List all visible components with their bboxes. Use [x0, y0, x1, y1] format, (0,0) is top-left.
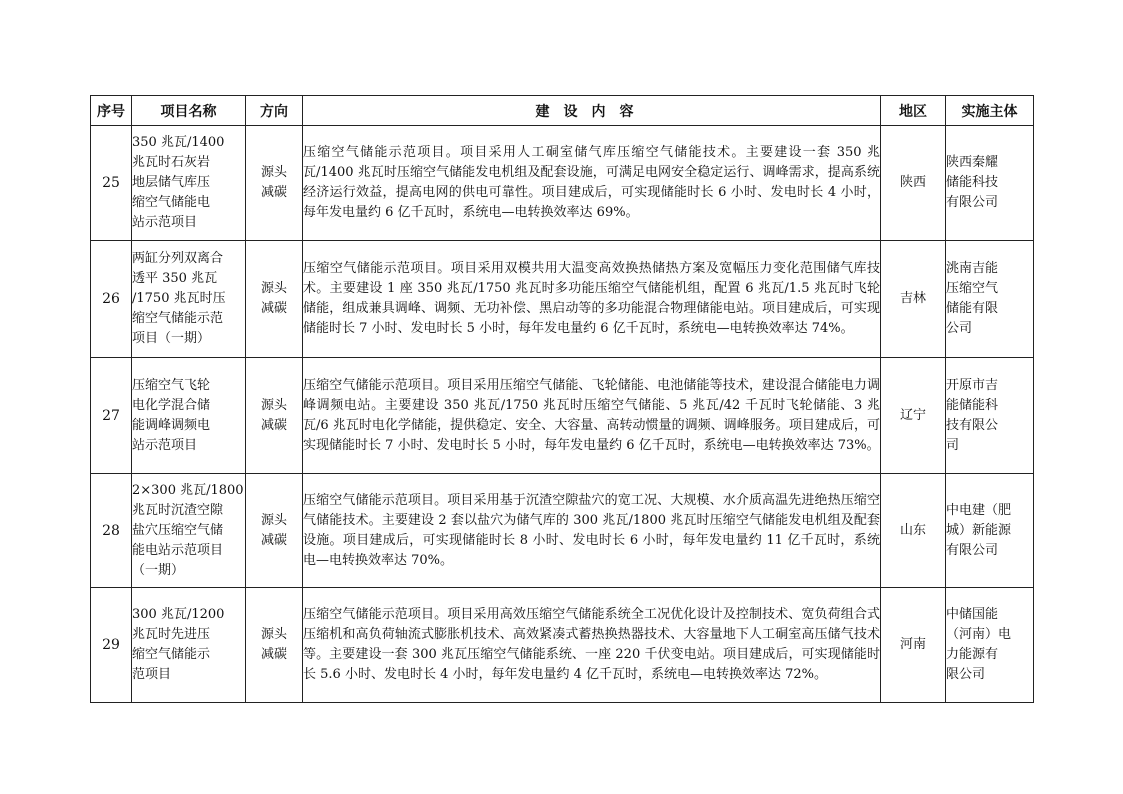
- table-row: [91, 126, 1034, 241]
- content-cell: [303, 358, 881, 474]
- header-entity: 实施主体: [946, 96, 1034, 126]
- project-name: 压缩空气飞轮 电化学混合储 能调峰调频电 站示范项目: [132, 377, 211, 453]
- table-row: [91, 474, 1034, 588]
- row-number: 27: [91, 358, 132, 474]
- entity: 陕西秦耀 储能科技 有限公司: [946, 155, 999, 210]
- content: 压缩空气储能示范项目。项目采用基于沉渣空隙盐穴的宽工况、大规模、水介质高温先进绝热压缩空气储能技术。主要建设 2 套以盐穴为储气库的 300 兆瓦/1800 兆瓦时压缩空气储能发电机组及配套设施。项目建成后，可实现储能时长 8 小时、发电时长 6 小时，每年发电量约 11 亿千瓦时，系统电—电转换效率达 70%。: [303, 492, 880, 568]
- region-cell: 陕西: [881, 126, 946, 241]
- region-cell: 山东: [881, 474, 946, 588]
- content-cell: [303, 126, 881, 241]
- direction: 源头 减碳: [260, 397, 287, 433]
- entity-cell: [946, 358, 1034, 474]
- header-region: 地区: [881, 96, 946, 126]
- content-cell: [303, 241, 881, 358]
- table-row: [91, 358, 1034, 474]
- content: 压缩空气储能示范项目。项目采用双模共用大温变高效换热储热方案及宽幅压力变化范围储气库技术。主要建设 1 座 350 兆瓦/1750 兆瓦时多功能压缩空气储能机组，配置 6 兆瓦/1.5 兆瓦时飞轮储能，组成兼具调峰、调频、无功补偿、黑启动等的多功能混合物理储能电站。项目建成后，可实现储能时长 7 小时、发电时长 5 小时，每年发电量约 6 亿千瓦时，系统电—电转换效率达 74%。: [303, 261, 880, 336]
- entity-cell: [946, 474, 1034, 588]
- header-project-name: 项目名称: [132, 96, 246, 126]
- project-name-cell: [132, 241, 246, 358]
- direction: 源头 减碳: [260, 281, 287, 316]
- entity: 洮南吉能 压缩空气 储能有限 公司: [946, 261, 999, 336]
- header-no: 序号: [91, 96, 132, 126]
- region-cell: 河南: [881, 588, 946, 703]
- direction-cell: [246, 358, 303, 474]
- table-header-row: [91, 96, 1034, 126]
- header-content: 建设内容: [303, 96, 881, 126]
- direction: 源头 减碳: [260, 165, 287, 200]
- direction-cell: [246, 241, 303, 358]
- table-row: [91, 241, 1034, 358]
- content: 压缩空气储能示范项目。项目采用高效压缩空气储能系统全工况优化设计及控制技术、宽负荷组合式压缩机和高负荷轴流式膨胀机技术、高效紧凑式蓄热换热器技术、大容量地下人工硐室高压储气技术等。主要建设一套 300 兆瓦压缩空气储能系统、一座 220 千伏变电站。项目建成后，可实现储能时长 5.6 小时、发电时长 4 小时，每年发电量约 4 亿千瓦时，系统电—电转换效率达 72%。: [303, 607, 880, 682]
- content-cell: [303, 588, 881, 703]
- row-number: 25: [91, 126, 132, 241]
- entity-cell: [946, 588, 1034, 703]
- entity: 开原市吉 能储能科 技有限公 司: [946, 377, 999, 453]
- content: 压缩空气储能示范项目。项目采用人工硐室储气库压缩空气储能技术。主要建设一套 350 兆瓦/1400 兆瓦时压缩空气储能发电机组及配套设施，可满足电网安全稳定运行、调峰需求，提高系统经济运行效益，提高电网的供电可靠性。项目建成后，可实现储能时长 6 小时、发电时长 4 小时，每年发电量约 6 亿千瓦时，系统电—电转换效率达 69%。: [303, 145, 880, 220]
- direction-cell: [246, 588, 303, 703]
- entity: 中电建（肥 城）新能源 有限公司: [946, 502, 1012, 558]
- region-cell: 吉林: [881, 241, 946, 358]
- row-number: 28: [91, 474, 132, 588]
- entity-cell: [946, 241, 1034, 358]
- content-cell: [303, 474, 881, 588]
- header-direction: 方向: [246, 96, 303, 126]
- entity: 中储国能 （河南）电 力能源有 限公司: [946, 607, 1012, 682]
- table-row: [91, 588, 1034, 703]
- direction: 源头 减碳: [260, 627, 287, 662]
- direction-cell: [246, 474, 303, 588]
- project-name-cell: [132, 126, 246, 241]
- content: 压缩空气储能示范项目。项目采用压缩空气储能、飞轮储能、电池储能等技术，建设混合储能电力调峰调频电站。主要建设 350 兆瓦/1750 兆瓦时压缩空气储能、5 兆瓦/42 千瓦时飞轮储能、3 兆瓦/6 兆瓦时电化学储能，提供稳定、安全、大容量、高转动惯量的调频、调峰服务。项目建成后，可实现储能时长 7 小时、发电时长 5 小时，每年发电量约 6 亿千瓦时，系统电—电转换效率达 73%。: [303, 377, 880, 453]
- direction-cell: [246, 126, 303, 241]
- row-number: 26: [91, 241, 132, 358]
- project-name-cell: [132, 588, 246, 703]
- row-number: 29: [91, 588, 132, 703]
- entity-cell: [946, 126, 1034, 241]
- project-name: 2×300 兆瓦/1800 兆瓦时沉渣空隙 盐穴压缩空气储 能电站示范项目 （一期）: [132, 482, 244, 578]
- project-name: 300 兆瓦/1200 兆瓦时先进压 缩空气储能示 范项目: [132, 607, 225, 682]
- project-name-cell: [132, 358, 246, 474]
- region-cell: 辽宁: [881, 358, 946, 474]
- project-name-cell: [132, 474, 246, 588]
- direction: 源头 减碳: [260, 512, 287, 548]
- project-name: 两缸分列双离合 透平 350 兆瓦 /1750 兆瓦时压 缩空气储能示范 项目（一期）: [132, 251, 226, 346]
- project-table: [90, 95, 1034, 703]
- project-name: 350 兆瓦/1400 兆瓦时石灰岩 地层储气库压 缩空气储能电 站示范项目: [132, 135, 225, 230]
